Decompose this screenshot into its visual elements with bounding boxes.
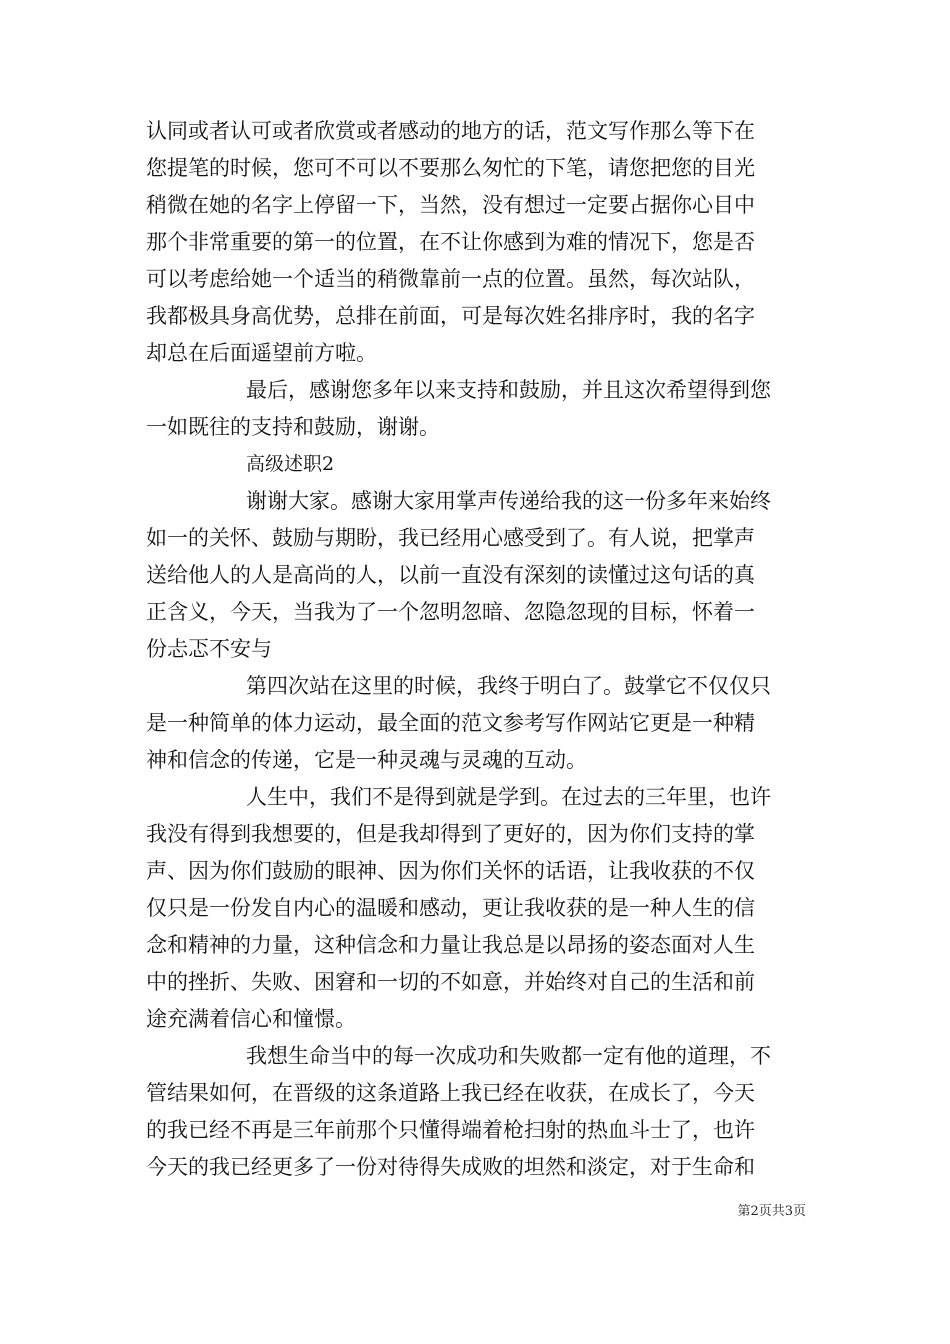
text-line: 神和信念的传递，它是一种灵魂与灵魂的互动。 xyxy=(146,748,587,772)
text-line: 您提笔的时候，您可不可以不要那么匆忙的下笔，请您把您的目光 xyxy=(146,156,755,180)
text-line: 念和精神的力量，这种信念和力量让我总是以昂扬的姿态面对人生 xyxy=(146,933,755,957)
text-line: 是一种简单的体力运动，最全面的范文参考写作网站它更是一种精 xyxy=(146,711,755,735)
text-line: 中的挫折、失败、困窘和一切的不如意，并始终对自己的生活和前 xyxy=(146,970,755,994)
text-line: 第四次站在这里的时候，我终于明白了。鼓掌它不仅仅只 xyxy=(246,674,771,698)
text-line: 谢谢大家。感谢大家用掌声传递给我的这一份多年来始终 xyxy=(246,489,771,513)
text-line: 稍微在她的名字上停留一下，当然，没有想过一定要占据你心目中 xyxy=(146,193,755,217)
body-text xyxy=(146,113,806,1186)
text-line: 管结果如何，在晋级的这条道路上我已经在收获，在成长了，今天 xyxy=(146,1081,755,1105)
text-line: 一如既往的支持和鼓励，谢谢。 xyxy=(146,415,440,439)
text-line: 我没有得到我想要的，但是我却得到了更好的，因为你们支持的掌 xyxy=(146,822,755,846)
text-line: 今天的我已经更多了一份对待得失成败的坦然和淡定，对于生命和 xyxy=(146,1155,755,1179)
text-line: 的我已经不再是三年前那个只懂得端着枪扫射的热血斗士了，也许 xyxy=(146,1118,755,1142)
page-number-footer: 第2页共3页 xyxy=(737,1204,806,1219)
text-line: 送给他人的人是高尚的人，以前一直没有深刻的读懂过这句话的真 xyxy=(146,563,755,587)
section-heading: 高级述职2 xyxy=(246,453,335,475)
text-line: 我都极具身高优势，总排在前面，可是每次姓名排序时，我的名字 xyxy=(146,304,755,328)
text-line: 最后，感谢您多年以来支持和鼓励，并且这次希望得到您 xyxy=(246,378,771,402)
text-line: 人生中，我们不是得到就是学到。在过去的三年里，也许 xyxy=(246,785,771,809)
text-line: 却总在后面遥望前方啦。 xyxy=(146,341,377,365)
text-line: 声、因为你们鼓励的眼神、因为你们关怀的话语，让我收获的不仅 xyxy=(146,859,755,883)
text-line: 份忐忑不安与 xyxy=(146,637,272,661)
text-line: 途充满着信心和憧憬。 xyxy=(146,1007,356,1031)
text-line: 我想生命当中的每一次成功和失败都一定有他的道理，不 xyxy=(246,1044,771,1068)
text-line: 正含义，今天，当我为了一个忽明忽暗、忽隐忽现的目标，怀着一 xyxy=(146,600,755,624)
text-line: 仅只是一份发自内心的温暖和感动，更让我收获的是一种人生的信 xyxy=(146,896,755,920)
text-line: 可以考虑给她一个适当的稍微靠前一点的位置。虽然，每次站队， xyxy=(146,267,755,291)
text-line: 认同或者认可或者欣赏或者感动的地方的话，范文写作那么等下在 xyxy=(146,119,755,143)
text-line: 如一的关怀、鼓励与期盼，我已经用心感受到了。有人说，把掌声 xyxy=(146,526,755,550)
text-line: 那个非常重要的第一的位置，在不让你感到为难的情况下，您是否 xyxy=(146,230,755,254)
